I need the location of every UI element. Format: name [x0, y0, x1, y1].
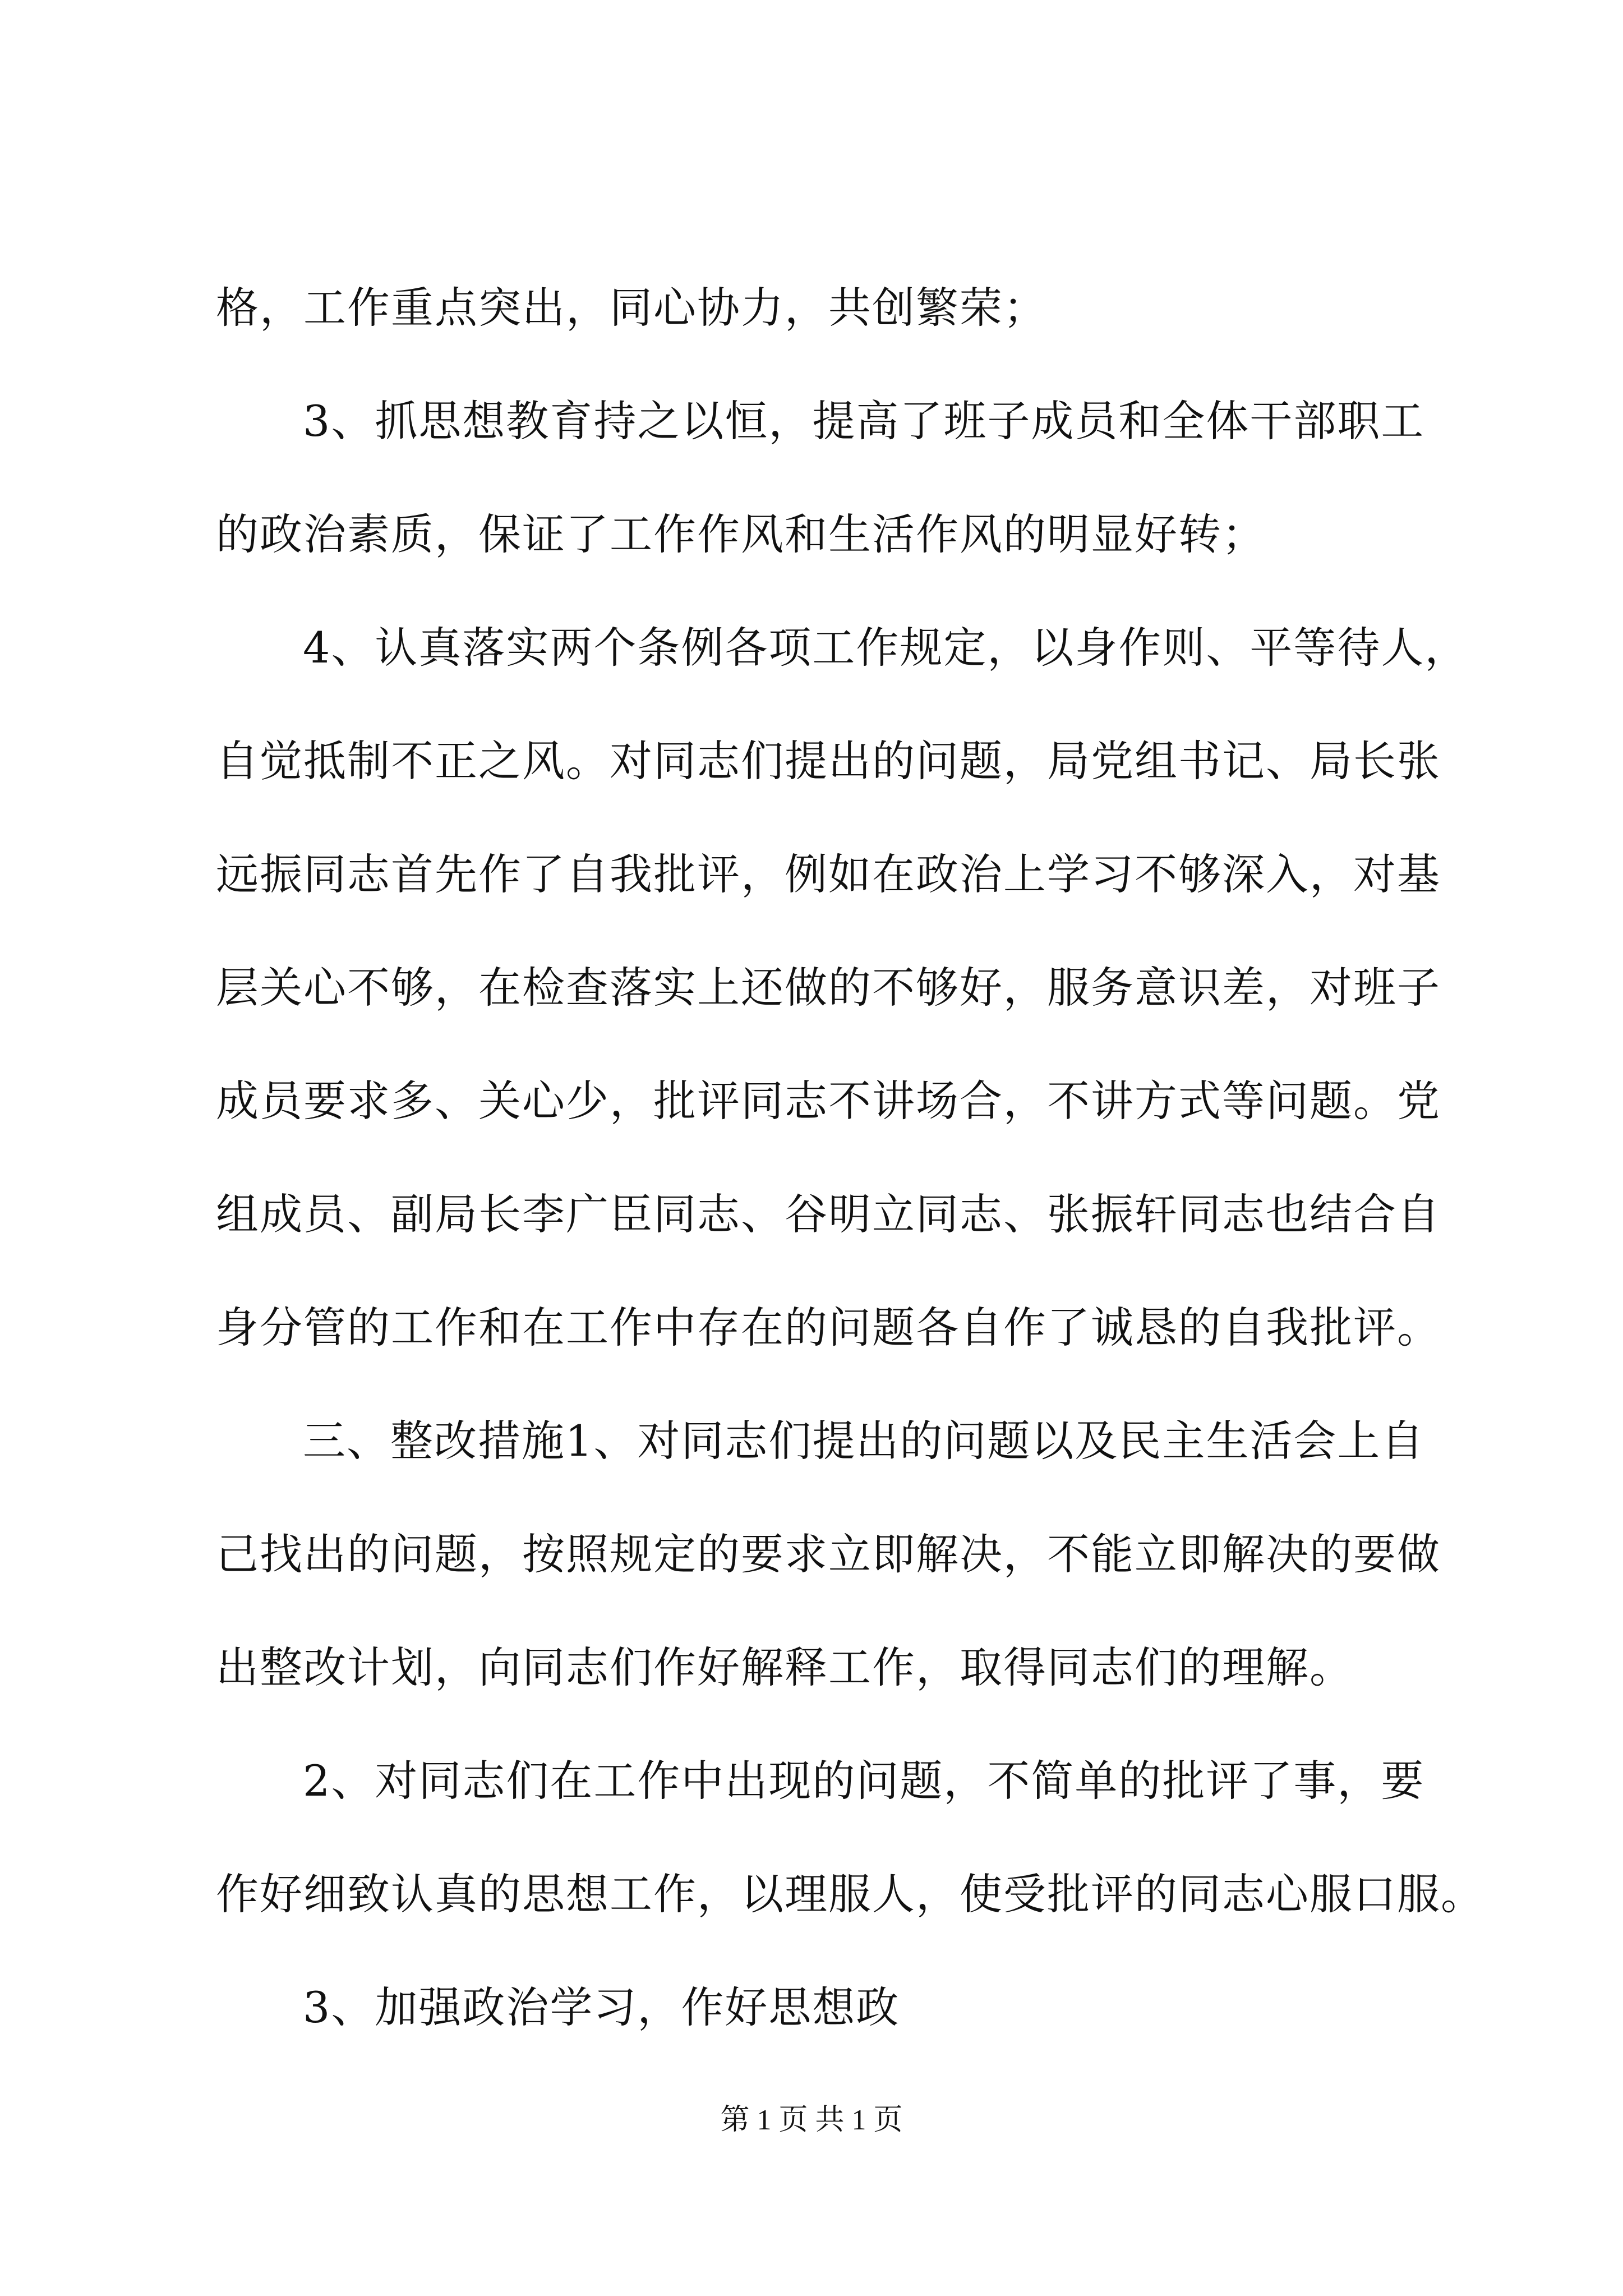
text-line-15: 作好细致认真的思想工作，以理服人，使受批评的同志心服口服。	[216, 1869, 1484, 1919]
text-line-14: 2、对同志们在工作中出现的问题，不简单的批评了事，要	[303, 1756, 1425, 1806]
text-line-9: 组成员、副局长李广臣同志、谷明立同志、张振轩同志也结合自	[216, 1189, 1441, 1239]
text-line-1: 格，工作重点突出，同心协力，共创繁荣；	[216, 283, 1047, 333]
text-line-12: 己找出的问题，按照规定的要求立即解决，不能立即解决的要做	[216, 1529, 1441, 1579]
text-line-4: 4、认真落实两个条例各项工作规定，以身作则、平等待人，	[303, 623, 1469, 673]
text-line-6: 远振同志首先作了自我批评，例如在政治上学习不够深入，对基	[216, 849, 1441, 899]
page-number-footer: 第 1 页 共 1 页	[720, 2104, 903, 2136]
document-body	[216, 251, 1484, 2064]
text-line-11: 三、整改措施1、对同志们提出的问题以及民主生活会上自	[303, 1416, 1425, 1466]
text-line-7: 层关心不够，在检查落实上还做的不够好，服务意识差，对班子	[216, 963, 1441, 1013]
text-line-8: 成员要求多、关心少，批评同志不讲场合，不讲方式等问题。党	[216, 1076, 1441, 1126]
text-line-5: 自觉抵制不正之风。对同志们提出的问题，局党组书记、局长张	[216, 736, 1441, 786]
text-line-13: 出整改计划，向同志们作好解释工作，取得同志们的理解。	[216, 1642, 1353, 1692]
text-line-10: 身分管的工作和在工作中存在的问题各自作了诚恳的自我批评。	[216, 1303, 1441, 1352]
text-line-16: 3、加强政治学习，作好思想政	[303, 1982, 900, 2032]
text-line-3: 的政治素质，保证了工作作风和生活作风的明显好转；	[216, 509, 1266, 559]
text-line-2: 3、抓思想教育持之以恒，提高了班子成员和全体干部职工	[303, 396, 1425, 446]
